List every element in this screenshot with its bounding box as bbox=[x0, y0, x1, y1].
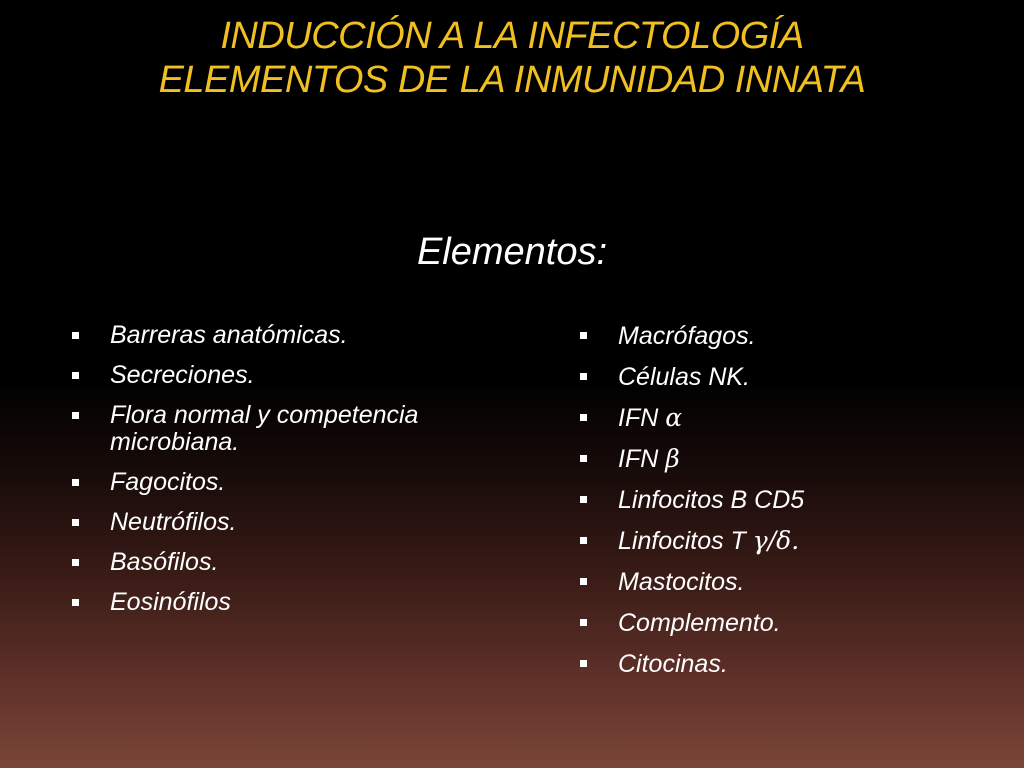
square-bullet-icon bbox=[72, 559, 79, 566]
list-item-text: Flora normal y competencia microbiana. bbox=[110, 401, 419, 456]
list-item bbox=[72, 509, 492, 536]
square-bullet-icon bbox=[72, 332, 79, 339]
list-item-text: Complemento. bbox=[618, 609, 781, 637]
list-item bbox=[580, 322, 1000, 350]
list-item-text: Neutrófilos. bbox=[110, 508, 237, 536]
title-line-1: INDUCCIÓN A LA INFECTOLOGÍA bbox=[220, 15, 804, 57]
square-bullet-icon bbox=[580, 414, 587, 421]
greek-symbol-beta: β bbox=[665, 444, 680, 473]
square-bullet-icon bbox=[72, 372, 79, 379]
list-item bbox=[580, 650, 1000, 678]
square-bullet-icon bbox=[580, 332, 587, 339]
list-item bbox=[72, 549, 492, 576]
list-item-text: Linfocitos B CD5 bbox=[618, 486, 805, 514]
list-item bbox=[580, 363, 1000, 391]
list-item-text: Macrófagos. bbox=[618, 322, 756, 350]
list-item-text: Barreras anatómicas. bbox=[110, 321, 348, 349]
list-item bbox=[72, 362, 492, 389]
greek-symbol-alpha: α bbox=[665, 403, 683, 432]
left-bullet-list bbox=[72, 322, 492, 629]
list-item bbox=[72, 402, 492, 456]
list-item bbox=[580, 404, 1000, 432]
square-bullet-icon bbox=[580, 578, 587, 585]
section-heading: Elementos: bbox=[416, 231, 608, 273]
square-bullet-icon bbox=[72, 599, 79, 606]
list-item bbox=[580, 445, 1000, 473]
square-bullet-icon bbox=[72, 412, 79, 419]
list-item-text: Linfocitos T bbox=[618, 527, 753, 555]
list-item-text: IFN bbox=[618, 404, 666, 432]
list-item bbox=[72, 322, 492, 349]
square-bullet-icon bbox=[580, 619, 587, 626]
list-item bbox=[580, 486, 1000, 514]
list-item-text: Células NK. bbox=[618, 363, 750, 391]
list-item-text: Fagocitos. bbox=[110, 468, 226, 496]
title-line-2: ELEMENTOS DE LA INMUNIDAD INNATA bbox=[158, 59, 866, 101]
list-item bbox=[580, 609, 1000, 637]
greek-symbol-gamma-delta: γ/δ. bbox=[752, 526, 800, 555]
square-bullet-icon bbox=[580, 373, 587, 380]
slide-title bbox=[0, 14, 1024, 102]
square-bullet-icon bbox=[580, 537, 587, 544]
list-item-text: Mastocitos. bbox=[618, 568, 745, 596]
square-bullet-icon bbox=[72, 479, 79, 486]
square-bullet-icon bbox=[580, 455, 587, 462]
square-bullet-icon bbox=[72, 519, 79, 526]
list-item bbox=[580, 527, 1000, 555]
square-bullet-icon bbox=[580, 660, 587, 667]
list-item-text: Secreciones. bbox=[110, 361, 255, 389]
list-item-text: Eosinófilos bbox=[110, 588, 231, 616]
list-item bbox=[580, 568, 1000, 596]
list-item-text: Citocinas. bbox=[618, 650, 728, 678]
square-bullet-icon bbox=[580, 496, 587, 503]
list-item bbox=[72, 469, 492, 496]
right-bullet-list bbox=[580, 322, 1000, 691]
list-item bbox=[72, 589, 492, 616]
list-item-text: IFN bbox=[618, 445, 666, 473]
list-item-text: Basófilos. bbox=[110, 548, 219, 576]
